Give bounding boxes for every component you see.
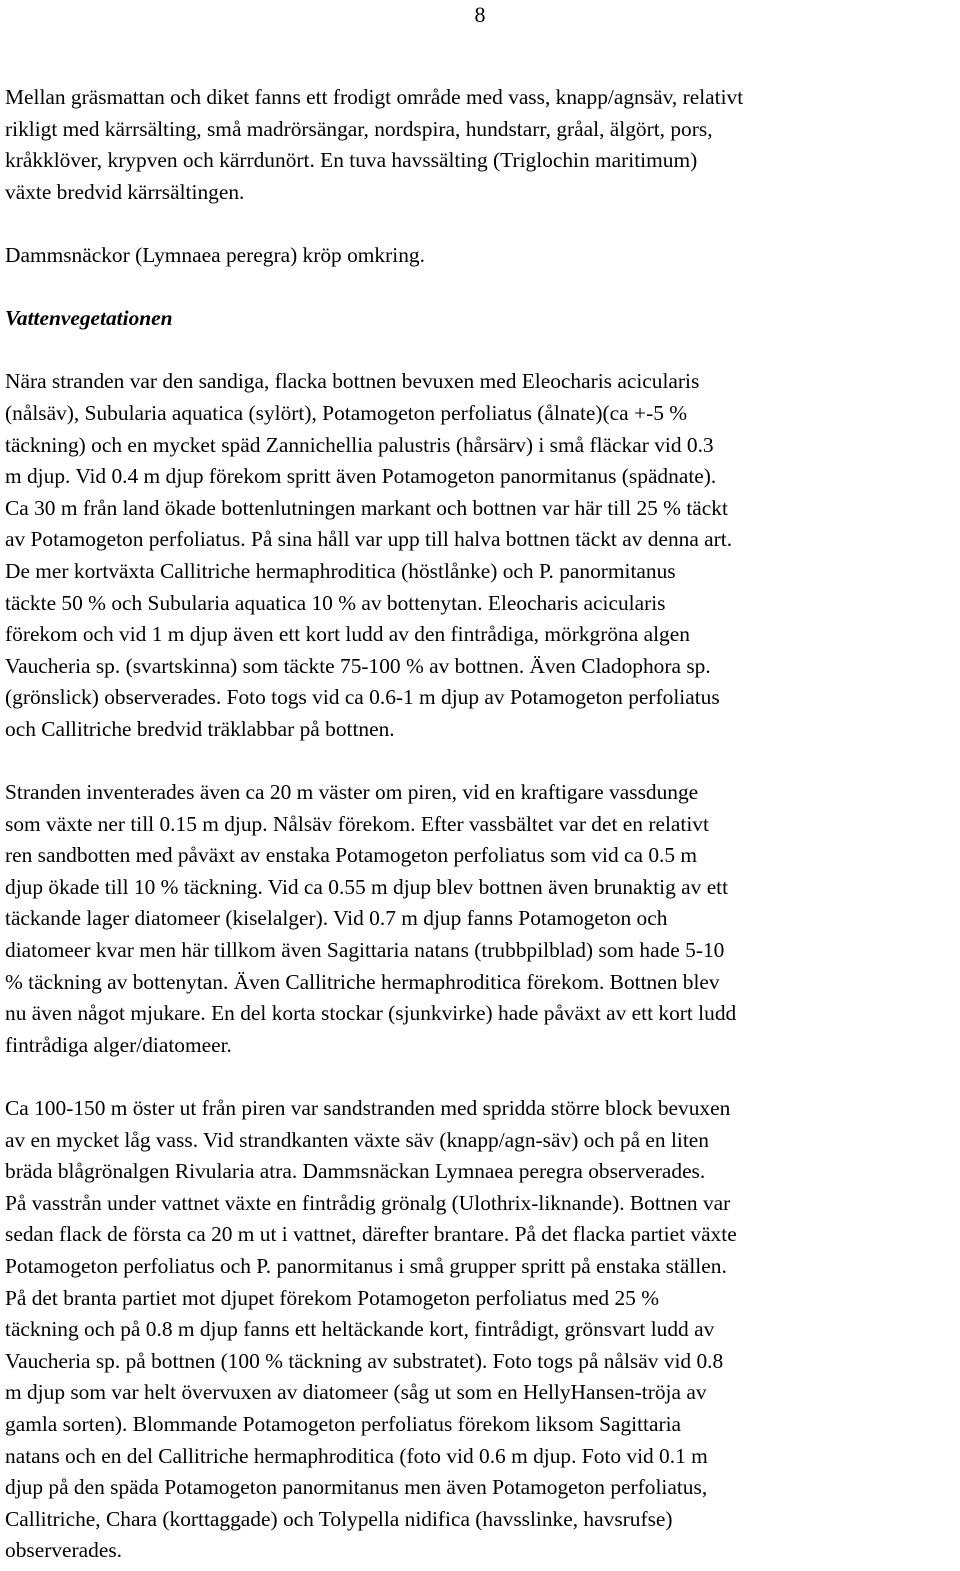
paragraph-near-shore: Nära stranden var den sandiga, flacka bottnen bevuxen med Eleocharis acicularis (nålsäv), Subularia aquatica (sylört), Potamogeton perfoliatus (ålnate)(ca +-5 % täckning) och en mycket späd Zannichellia palustris (hårsärv) i små fläckar vid 0.3 m djup. Vid 0.4 m djup förekom spritt även Potamogeton panormitanus (spädnate). Ca 30 m från land ökade bottenlutningen markant och bottnen var här till 25 % täckt av Potamogeton perfoliatus. På sina håll var upp till halva bottnen täckt av denna art. De mer kortväxta Callitriche hermaphroditica (höstlånke) och P. panormitanus täckte 50 % och Subularia aquatica 10 % av bottenytan. Eleocharis acicularis förekom och vid 1 m djup även ett kort ludd av den fintrådiga, mörkgröna algen Vaucheria sp. (svartskinna) som täckte 75-100 % av bottnen. Även Cladophora sp. (grönslick) observerades. Foto togs vid ca 0.6-1 m djup av Potamogeton perfoliatus och Callitriche bredvid träklabbar på bottnen. xyxy=(5,369,733,741)
paragraph-west-of-pier: Stranden inventerades även ca 20 m väster om piren, vid en kraftigare vassdunge som växte ner till 0.15 m djup. Nålsäv förekom. Efter vassbältet var det en relativt ren sandbotten med påväxt av enstaka Potamogeton perfoliatus som vid ca 0.5 m djup ökade till 10 % täckning. Vid ca 0.55 m djup blev bottnen även brunaktig av ett täckande lager diatomeer (kiselalger). Vid 0.7 m djup fanns Potamogeton och diatomeer kvar men här tillkom även Sagittaria natans (trubbpilblad) som hade 5-10 % täckning av bottenytan. Även Callitriche hermaphroditica förekom. Bottnen blev nu även något mjukare. En del korta stockar (sjunkvirke) hade påväxt av ett kort ludd fintrådiga alger/diatomeer. xyxy=(5,780,737,1057)
paragraph-east-of-pier: Ca 100-150 m öster ut från piren var sandstranden med spridda större block bevuxen av en mycket låg vass. Vid strandkanten växte säv (knapp/agn-säv) och på en liten bräda blågrönalgen Rivularia atra. Dammsnäckan Lymnaea peregra observerades. På vasstrån under vattnet växte en fintrådig grönalg (Ulothrix-liknande). Bottnen var sedan flack de första ca 20 m ut i vattnet, därefter brantare. På det flacka partiet växte Potamogeton perfoliatus och P. panormitanus i små grupper spritt på enstaka ställen. På det branta partiet mot djupet förekom Potamogeton perfoliatus med 25 % täckning och på 0.8 m djup fanns ett heltäckande kort, fintrådigt, grönsvart ludd av Vaucheria sp. på bottnen (100 % täckning av substratet). Foto togs på nålsäv vid 0.8 m djup som var helt övervuxen av diatomeer (såg ut som en HellyHansen-tröja av gamla sorten). Blommande Potamogeton perfoliatus förekom liksom Sagittaria natans och en del Callitriche hermaphroditica (foto vid 0.6 m djup. Foto vid 0.1 m djup på den späda Potamogeton panormitanus men även Potamogeton perfoliatus, Callitriche, Chara (korttaggade) och Tolypella nidifica (havsslinke, havsrufse) observerades. xyxy=(5,1096,737,1563)
paragraph-vegetation-intro: Mellan gräsmattan och diket fanns ett frodigt område med vass, knapp/agnsäv, relativt rikligt med kärrsälting, små madrörsängar, nordspira, hundstarr, gråal, älgört, pors, kråkklöver, krypven och kärrdunört. En tuva havssälting (Triglochin maritimum) växte bredvid kärrsältingen. xyxy=(5,85,744,204)
paragraph-snails: Dammsnäckor (Lymnaea peregra) kröp omkring. xyxy=(5,242,425,267)
page-number: 8 xyxy=(474,2,486,27)
document-body xyxy=(5,82,957,1567)
section-heading: Vattenvegetationen xyxy=(5,306,173,331)
